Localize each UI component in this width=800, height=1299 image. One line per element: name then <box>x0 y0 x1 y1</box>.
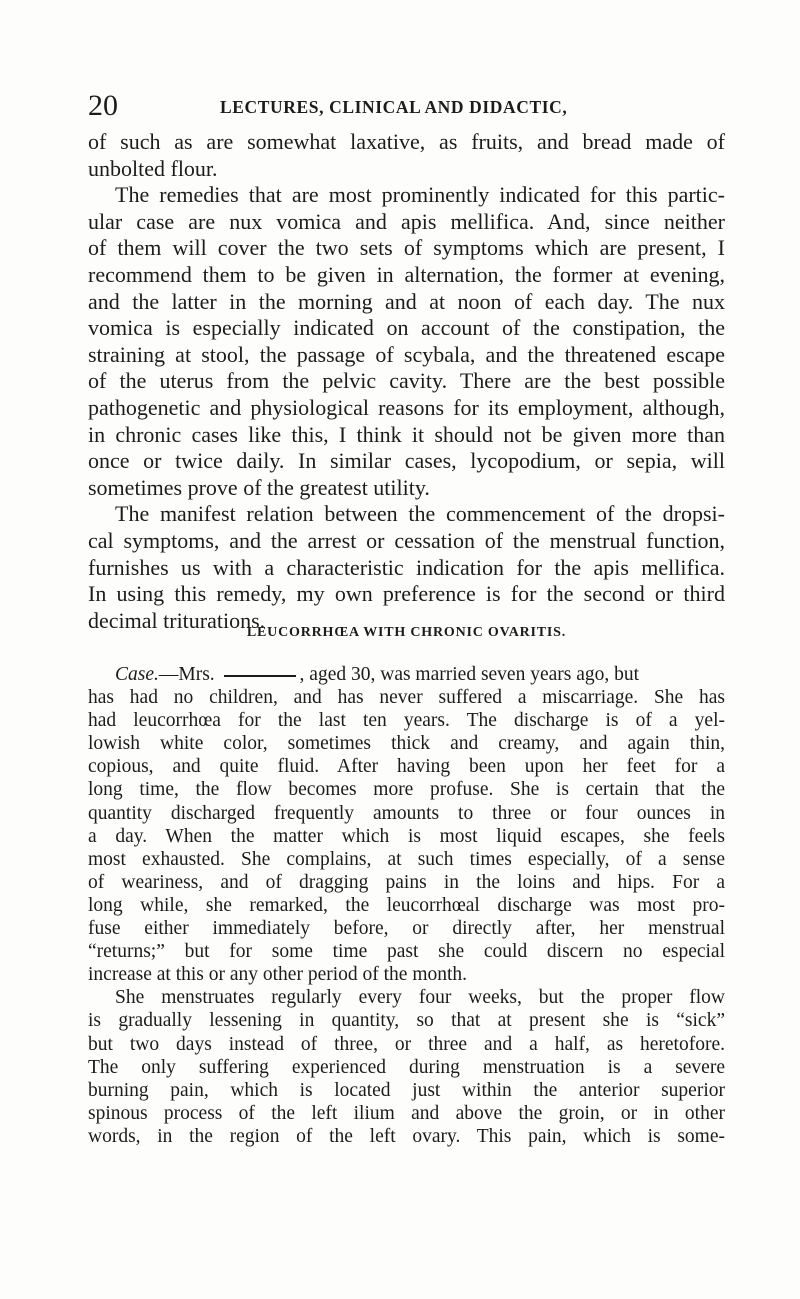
name-redaction-dash <box>224 675 296 677</box>
case-prefix: —Mrs. <box>158 664 215 685</box>
text-line: fuse either immediately before, or directly after, her menstrual <box>88 918 725 940</box>
text-line: cal symptoms, and the arrest or cessation of the menstrual function, <box>88 527 725 553</box>
text-line: unbolted flour. <box>88 155 218 181</box>
text-line: spinous process of the left ilium and above the groin, or in other <box>88 1102 725 1124</box>
text-line: The only suffering experienced during menstruation is a severe <box>88 1056 725 1078</box>
text-line: and the latter in the morning and at noon of each day. The nux <box>88 288 725 314</box>
text-line: a day. When the matter which is most liquid escapes, she feels <box>88 825 725 847</box>
text-line: pathogenetic and physiological reasons for its employment, although, <box>88 394 725 420</box>
running-title: LECTURES, CLINICAL AND DIDACTIC, <box>220 97 568 117</box>
text-line: of the uterus from the pelvic cavity. There are the best possible <box>88 368 725 394</box>
page-number: 20 <box>88 89 118 122</box>
text-line: increase at this or any other period of the month. <box>88 964 468 986</box>
text-line: burning pain, which is located just within the anterior superior <box>88 1079 725 1101</box>
body-text <box>88 129 725 634</box>
text-line: straining at stool, the passage of scybala, and the threatened escape <box>88 341 725 367</box>
text-line: words, in the region of the left ovary. This pain, which is some- <box>88 1125 725 1147</box>
text-line: has had no children, and has never suffered a miscarriage. She has <box>88 687 725 709</box>
case-label: Case. <box>115 664 159 685</box>
text-line: In using this remedy, my own preference is for the second or third <box>88 581 725 607</box>
case-intro-line <box>88 663 725 686</box>
section-heading: LEUCORRHŒA WITH CHRONIC OVARITIS. <box>246 625 567 640</box>
text-line: quantity discharged frequently amounts to three or four ounces in <box>88 802 725 824</box>
text-line: decimal triturations. <box>88 607 266 633</box>
text-line: long while, she remarked, the leucorrhœal discharge was most pro- <box>88 894 725 916</box>
text-line: “returns;” but for some time past she could discern no especial <box>88 941 725 963</box>
text-line: of such as are somewhat laxative, as fruits, and bread made of <box>88 129 725 154</box>
text-line: most exhausted. She complains, at such times especially, of a sense <box>88 848 725 870</box>
text-line: of them will cover the two sets of symptoms which are present, I <box>88 235 725 261</box>
case-intro-rest: , aged 30, was married seven years ago, but <box>299 664 640 685</box>
text-line: ular case are nux vomica and apis mellifica. And, since neither <box>88 208 725 234</box>
text-line: long time, the flow becomes more profuse. She is certain that the <box>88 779 725 801</box>
text-line: lowish white color, sometimes thick and creamy, and again thin, <box>88 733 725 755</box>
text-line: is gradually lessening in quantity, so that at present she is “sick” <box>88 1010 725 1032</box>
text-line: but two days instead of three, or three and a half, as heretofore. <box>88 1033 725 1055</box>
text-line: once or twice daily. In similar cases, lycopodium, or sepia, will <box>88 448 725 474</box>
text-line: in chronic cases like this, I think it should not be given more than <box>88 421 725 447</box>
text-line: vomica is especially indicated on account of the constipation, the <box>88 315 725 341</box>
text-line: of weariness, and of dragging pains in the loins and hips. For a <box>88 871 725 893</box>
text-line: furnishes us with a characteristic indication for the apis mellifica. <box>88 554 725 580</box>
text-line: The manifest relation between the commencement of the dropsi- <box>115 501 725 527</box>
text-line: had leucorrhœa for the last ten years. The discharge is of a yel- <box>88 710 725 732</box>
text-line: sometimes prove of the greatest utility. <box>88 474 430 500</box>
running-head <box>88 90 725 122</box>
case-text <box>88 663 725 1148</box>
text-line: copious, and quite fluid. After having been upon her feet for a <box>88 756 725 778</box>
text-line: recommend them to be given in alternation, the former at evening, <box>88 261 725 287</box>
text-line: She menstruates regularly every four weeks, but the proper flow <box>115 987 725 1009</box>
text-line: The remedies that are most prominently indicated for this partic- <box>115 182 725 208</box>
